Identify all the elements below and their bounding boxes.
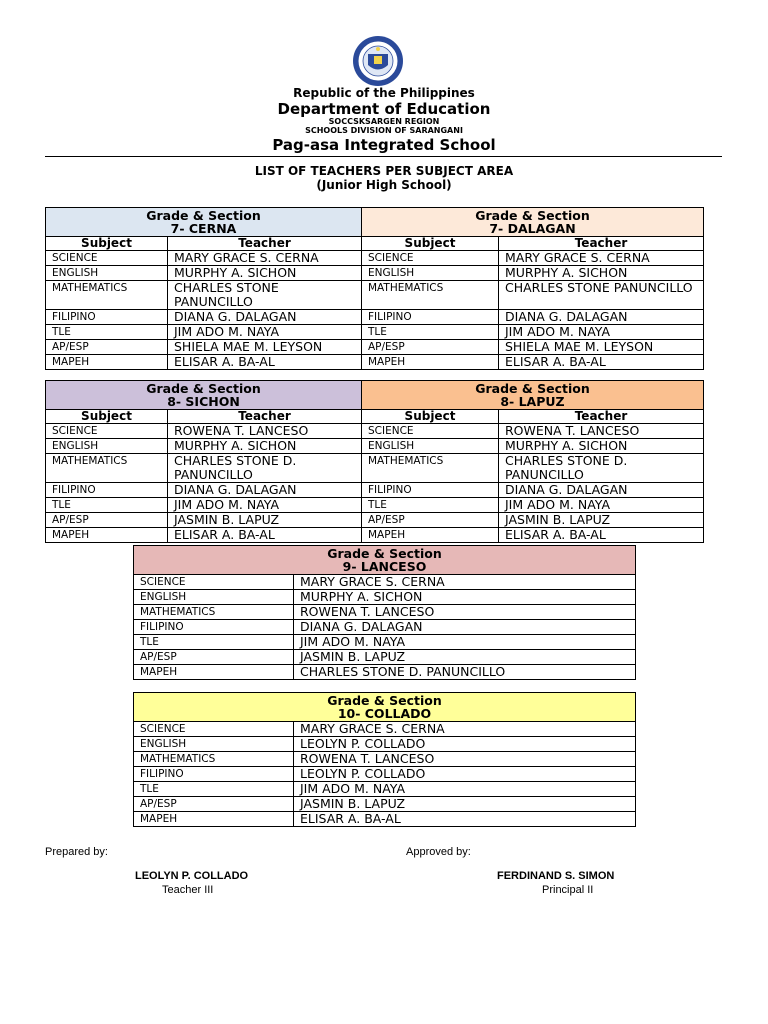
teacher-cell: MARY GRACE S. CERNA: [499, 251, 704, 266]
teacher-cell: CHARLES STONE D. PANUNCILLO: [168, 454, 362, 483]
section-name: 9- LANCESO: [342, 559, 427, 574]
subject-cell: MATHEMATICS: [46, 454, 168, 483]
subject-cell: SCIENCE: [46, 251, 168, 266]
table-row: [46, 424, 704, 439]
section-header-cerna: [46, 208, 362, 237]
grade-section-label: Grade & Section: [327, 693, 442, 708]
table-row: [46, 340, 704, 355]
teacher-cell: CHARLES STONE D. PANUNCILLO: [294, 665, 636, 680]
region-line: SOCCSKSARGEN REGION: [328, 117, 440, 126]
subject-cell: MAPEH: [362, 528, 499, 543]
table-row: [46, 325, 704, 340]
section-header-lanceso: [134, 546, 636, 575]
subject-cell: AP/ESP: [362, 340, 499, 355]
teacher-cell: JASMIN B. LAPUZ: [168, 513, 362, 528]
grade-8-table: [45, 380, 704, 543]
subject-cell: MATHEMATICS: [362, 454, 499, 483]
deped-seal-logo: [338, 34, 418, 88]
subject-cell: MAPEH: [134, 665, 294, 680]
table-row: [134, 665, 636, 680]
subject-cell: ENGLISH: [134, 590, 294, 605]
subject-cell: FILIPINO: [46, 483, 168, 498]
subject-cell: MATHEMATICS: [134, 752, 294, 767]
teacher-cell: MURPHY A. SICHON: [168, 439, 362, 454]
teacher-cell: ELISAR A. BA-AL: [294, 812, 636, 827]
grade-section-label: Grade & Section: [475, 208, 590, 223]
teacher-cell: JIM ADO M. NAYA: [294, 635, 636, 650]
table-row: [46, 454, 704, 483]
subject-cell: MATHEMATICS: [134, 605, 294, 620]
republic-line: Republic of the Philippines: [293, 86, 475, 100]
subject-column-header: Subject: [46, 410, 168, 424]
section-header-collado: [134, 693, 636, 722]
teacher-cell: ROWENA T. LANCESO: [499, 424, 704, 439]
teacher-cell: MURPHY A. SICHON: [499, 439, 704, 454]
teacher-cell: ROWENA T. LANCESO: [294, 605, 636, 620]
subject-cell: MAPEH: [134, 812, 294, 827]
division-line: SCHOOLS DIVISION OF SARANGANI: [305, 126, 463, 135]
approved-by-title: Principal II: [542, 884, 594, 896]
document-title: LIST OF TEACHERS PER SUBJECT AREA: [254, 164, 514, 178]
teacher-cell: JASMIN B. LAPUZ: [499, 513, 704, 528]
subject-cell: AP/ESP: [46, 340, 168, 355]
subject-cell: SCIENCE: [362, 251, 499, 266]
grade-section-label: Grade & Section: [475, 381, 590, 396]
teacher-column-header: Teacher: [168, 410, 362, 424]
teacher-cell: JIM ADO M. NAYA: [294, 782, 636, 797]
table-row: [134, 650, 636, 665]
table-row: [134, 752, 636, 767]
subject-cell: TLE: [46, 325, 168, 340]
section-header-lapuz: [362, 381, 704, 410]
subject-cell: AP/ESP: [46, 513, 168, 528]
grade-9-table: [133, 545, 636, 680]
school-name: Pag-asa Integrated School: [272, 136, 496, 154]
table-row: [134, 767, 636, 782]
grade-section-label: Grade & Section: [146, 381, 261, 396]
subject-cell: TLE: [362, 325, 499, 340]
subject-cell: FILIPINO: [362, 483, 499, 498]
table-row: [134, 797, 636, 812]
document-subtitle: (Junior High School): [316, 178, 452, 192]
section-name: 8- SICHON: [167, 394, 240, 409]
subject-cell: TLE: [46, 498, 168, 513]
teacher-column-header: Teacher: [168, 237, 362, 251]
teacher-cell: JIM ADO M. NAYA: [168, 325, 362, 340]
section-name: 10- COLLADO: [337, 706, 432, 721]
teacher-cell: ELISAR A. BA-AL: [499, 355, 704, 370]
grade-section-label: Grade & Section: [327, 546, 442, 561]
teacher-cell: DIANA G. DALAGAN: [499, 483, 704, 498]
subject-cell: MAPEH: [362, 355, 499, 370]
table-row: [134, 590, 636, 605]
teacher-cell: JASMIN B. LAPUZ: [294, 650, 636, 665]
approved-by-name: FERDINAND S. SIMON: [497, 870, 615, 882]
table-row: [134, 737, 636, 752]
teacher-cell: DIANA G. DALAGAN: [168, 310, 362, 325]
table-row: [134, 782, 636, 797]
teacher-cell: DIANA G. DALAGAN: [168, 483, 362, 498]
teacher-cell: ELISAR A. BA-AL: [168, 355, 362, 370]
table-row: [134, 722, 636, 737]
prepared-by-label: Prepared by:: [45, 846, 108, 858]
teacher-cell: LEOLYN P. COLLADO: [294, 767, 636, 782]
section-header-dalagan: [362, 208, 704, 237]
subject-cell: MAPEH: [46, 355, 168, 370]
teacher-cell: ELISAR A. BA-AL: [168, 528, 362, 543]
subject-cell: MATHEMATICS: [46, 281, 168, 310]
subject-column-header: Subject: [46, 237, 168, 251]
subject-cell: ENGLISH: [134, 737, 294, 752]
teacher-column-header: Teacher: [499, 410, 704, 424]
table-row: [46, 281, 704, 310]
subject-cell: TLE: [362, 498, 499, 513]
teacher-cell: SHIELA MAE M. LEYSON: [168, 340, 362, 355]
teacher-cell: JIM ADO M. NAYA: [168, 498, 362, 513]
section-header-sichon: [46, 381, 362, 410]
prepared-by-title: Teacher III: [162, 884, 214, 896]
grade-7-table: [45, 207, 704, 370]
table-row: [46, 498, 704, 513]
teacher-cell: CHARLES STONE PANUNCILLO: [499, 281, 704, 310]
subject-cell: ENGLISH: [362, 439, 499, 454]
teacher-cell: ELISAR A. BA-AL: [499, 528, 704, 543]
teacher-cell: MURPHY A. SICHON: [499, 266, 704, 281]
teacher-cell: JIM ADO M. NAYA: [499, 498, 704, 513]
subject-cell: AP/ESP: [134, 650, 294, 665]
teacher-cell: MARY GRACE S. CERNA: [294, 575, 636, 590]
teacher-cell: ROWENA T. LANCESO: [294, 752, 636, 767]
approved-by-label: Approved by:: [406, 846, 471, 858]
subject-cell: FILIPINO: [134, 767, 294, 782]
subject-cell: SCIENCE: [362, 424, 499, 439]
table-row: [46, 483, 704, 498]
teacher-cell: ROWENA T. LANCESO: [168, 424, 362, 439]
teacher-cell: SHIELA MAE M. LEYSON: [499, 340, 704, 355]
header-divider: [45, 156, 722, 157]
teacher-cell: CHARLES STONE D. PANUNCILLO: [499, 454, 704, 483]
table-row: [46, 528, 704, 543]
subject-cell: ENGLISH: [362, 266, 499, 281]
subject-cell: ENGLISH: [46, 439, 168, 454]
teacher-column-header: Teacher: [499, 237, 704, 251]
table-row: [46, 266, 704, 281]
subject-cell: MAPEH: [46, 528, 168, 543]
subject-cell: TLE: [134, 635, 294, 650]
section-name: 8- LAPUZ: [500, 394, 565, 409]
teacher-cell: MURPHY A. SICHON: [168, 266, 362, 281]
table-row: [46, 310, 704, 325]
subject-cell: ENGLISH: [46, 266, 168, 281]
subject-cell: FILIPINO: [134, 620, 294, 635]
table-row: [46, 513, 704, 528]
table-row: [134, 620, 636, 635]
grade-section-label: Grade & Section: [146, 208, 261, 223]
subject-cell: SCIENCE: [46, 424, 168, 439]
section-name: 7- CERNA: [170, 221, 237, 236]
table-row: [46, 251, 704, 266]
subject-column-header: Subject: [362, 237, 499, 251]
teacher-cell: MARY GRACE S. CERNA: [168, 251, 362, 266]
department-name: Department of Education: [277, 100, 491, 118]
subject-cell: TLE: [134, 782, 294, 797]
table-row: [134, 575, 636, 590]
teacher-cell: MURPHY A. SICHON: [294, 590, 636, 605]
teacher-cell: LEOLYN P. COLLADO: [294, 737, 636, 752]
subject-cell: MATHEMATICS: [362, 281, 499, 310]
teacher-cell: JASMIN B. LAPUZ: [294, 797, 636, 812]
table-row: [134, 635, 636, 650]
teacher-cell: JIM ADO M. NAYA: [499, 325, 704, 340]
subject-cell: FILIPINO: [46, 310, 168, 325]
table-row: [134, 812, 636, 827]
section-name: 7- DALAGAN: [489, 221, 576, 236]
subject-cell: AP/ESP: [362, 513, 499, 528]
grade-10-table: [133, 692, 636, 827]
subject-cell: SCIENCE: [134, 722, 294, 737]
table-row: [46, 439, 704, 454]
subject-cell: SCIENCE: [134, 575, 294, 590]
teacher-cell: DIANA G. DALAGAN: [499, 310, 704, 325]
teacher-cell: DIANA G. DALAGAN: [294, 620, 636, 635]
table-row: [46, 355, 704, 370]
teacher-cell: MARY GRACE S. CERNA: [294, 722, 636, 737]
prepared-by-name: LEOLYN P. COLLADO: [135, 870, 249, 882]
subject-cell: AP/ESP: [134, 797, 294, 812]
subject-column-header: Subject: [362, 410, 499, 424]
table-row: [134, 605, 636, 620]
teacher-cell: CHARLES STONE PANUNCILLO: [168, 281, 362, 310]
subject-cell: FILIPINO: [362, 310, 499, 325]
